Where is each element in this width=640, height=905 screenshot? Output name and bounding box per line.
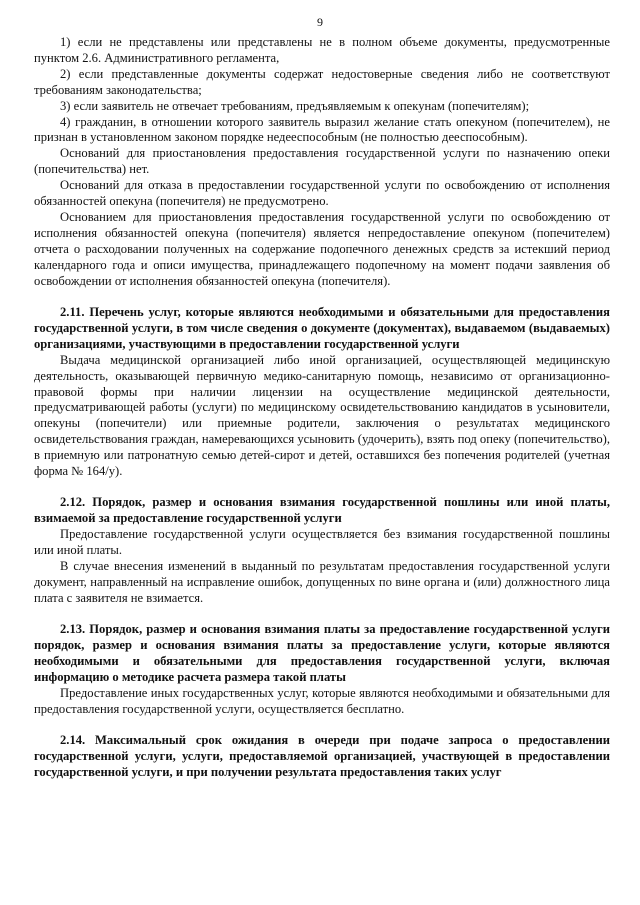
section-2-12-heading: 2.12. Порядок, размер и основания взимания государственной пошлины или иной платы, взимаемой за предоставление государственной услуги (34, 495, 610, 526)
section-2-11-text: Выдача медицинской организацией либо иной организацией, осуществляющей медицинскую деятельность, оказывающей первичную медико-санитарную помощь, независимо от организационно-правовой формы при наличии лицензии на осуществление медицинской деятельности, предусматривающей работы (услуги) по медицинскому освидетельствованию кандидатов в усыновители, опекуны (попечители) или приемные родители, заключения о результатах медицинского освидетельствования граждан, намеревающихся усыновить (удочерить), взять под опеку (попечительство), в приемную или патронатную семью детей-сирот и детей, оставшихся без попечения родителей (учетная форма № 164/у). (34, 352, 610, 479)
paragraph-denial-reason-4: 4) гражданин, в отношении которого заявитель выразил желание стать опекуном (попечителем), не признан в установленном законом порядке недееспособным (не полностью дееспособным). (34, 114, 610, 145)
paragraph-denial-reason-2: 2) если представленные документы содержат недостоверные сведения либо не соответствуют требованиям законодательства; (34, 66, 610, 97)
section-2-12-text-2: В случае внесения изменений в выданный по результатам предоставления государственной услуги документ, направленный на исправление ошибок, допущенных по вине органа и (или) должностного лица плата с заявителя не взимается. (34, 559, 610, 605)
section-2-13-heading: 2.13. Порядок, размер и основания взимания платы за предоставление государственной услуги порядок, размер и основания взимания платы за предоставление услуги, которые являются необходимыми и обязательными для предоставления государственной услуги, включая информацию о методике расчета размера такой платы (34, 622, 610, 685)
paragraph-no-suspension: Оснований для приостановления предоставления государственной услуги по назначению опеки (попечительства) нет. (34, 146, 610, 177)
section-2-14-heading: 2.14. Максимальный срок ожидания в очереди при подаче запроса о предоставлении государственной услуги, услуги, предоставляемой организацией, участвующей в предоставлении государственной услуги, и при получении результата предоставления таких услуг (34, 733, 610, 780)
paragraph-no-refusal: Оснований для отказа в предоставлении государственной услуги по освобождению от исполнения обязанностей опекуна (попечителя) не предусмотрено. (34, 178, 610, 209)
section-2-12-text-1: Предоставление государственной услуги осуществляется без взимания государственной пошлины или иной платы. (34, 527, 610, 558)
section-2-13-text: Предоставление иных государственных услуг, которые являются необходимыми и обязательными для предоставления государственной услуги, осуществляется бесплатно. (34, 685, 610, 716)
paragraph-denial-reason-3: 3) если заявитель не отвечает требованиям, предъявляемым к опекунам (попечителям); (60, 98, 530, 113)
paragraph-denial-reason-1: 1) если не представлены или представлены не в полном объеме документы, предусмотренные пунктом 2.6. Административного регламента, (34, 35, 610, 65)
document-body (34, 35, 610, 781)
page-number: 9 (317, 15, 323, 29)
paragraph-suspension-ground: Основанием для приостановления предоставления государственной услуги по освобождению от исполнения обязанностей опекуна (попечителя) является непредоставление опекуном (попечителем) отчета о расходовании полученных на содержание подопечного денежных средств за истекший период календарного года и описи имущества, принадлежащего подопечному на момент подачи заявления об освобождении от исполнения обязанностей опекуна (попечителя). (34, 209, 610, 288)
section-2-11-heading: 2.11. Перечень услуг, которые являются необходимыми и обязательными для предоставления государственной услуги, в том числе сведения о документе (документах), выдаваемом (выдаваемых) организациями, участвующими в предоставлении государственной услуги (34, 305, 610, 351)
